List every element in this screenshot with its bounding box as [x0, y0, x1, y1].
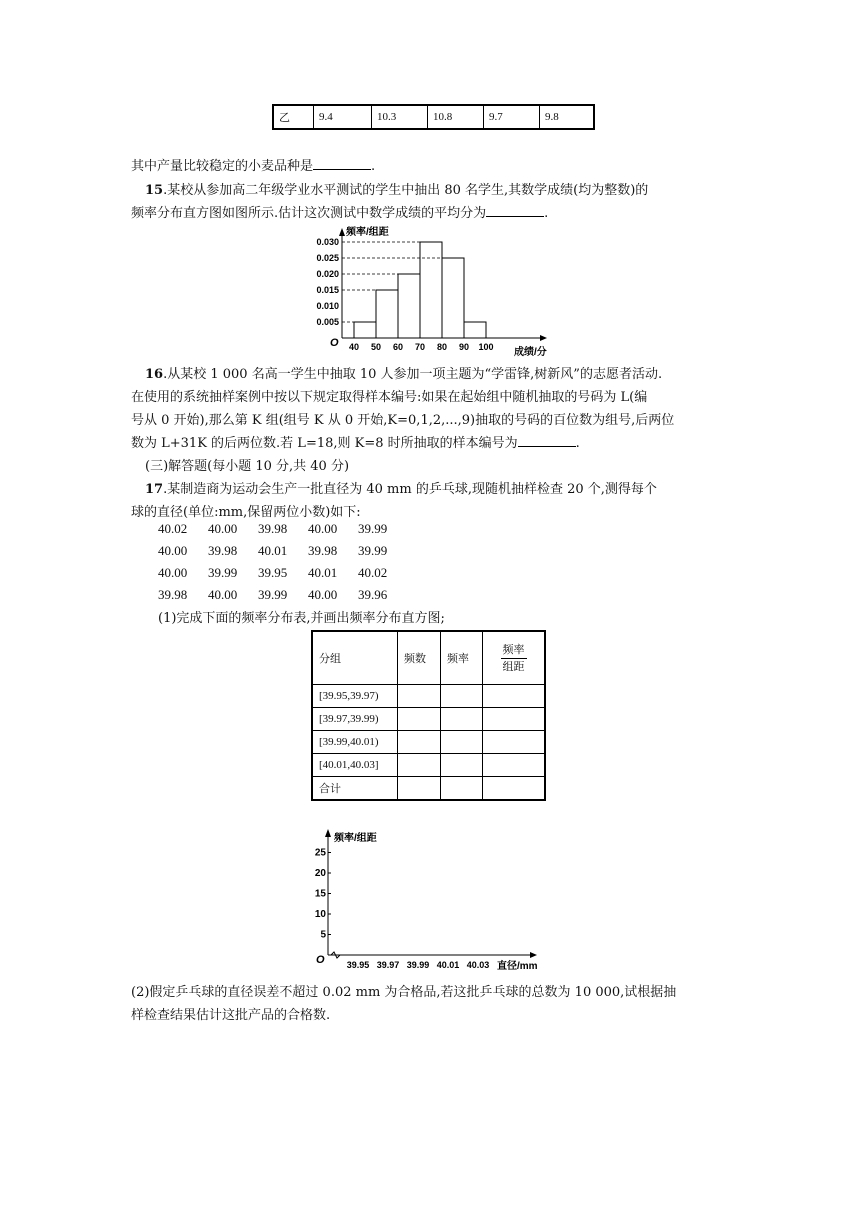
y-axis-label: 频率/组距	[334, 833, 377, 844]
answer-cell[interactable]	[441, 731, 483, 754]
x-tick-label: 50	[370, 342, 382, 352]
data-row	[158, 587, 408, 603]
fraction	[501, 642, 527, 675]
group-cell: 合计	[312, 777, 398, 801]
group-cell: [39.95,39.97)	[312, 685, 398, 708]
table-header-row	[312, 631, 545, 685]
y-tick-label: 25	[314, 847, 326, 859]
table-row	[273, 105, 594, 129]
q16-line4: 数为 L+31K 的后两位数.若 L=18,则 K=8 时所抽取的样本编号为 .	[131, 436, 580, 451]
data-value: 40.00	[158, 565, 188, 580]
data-value: 40.00	[208, 587, 238, 602]
data-value: 39.99	[358, 521, 388, 536]
data-value: 40.01	[258, 543, 288, 558]
y-tick-label: 0.025	[316, 253, 339, 263]
histogram-bar	[420, 242, 442, 338]
data-value: 40.00	[308, 521, 338, 536]
question-number: 17	[145, 482, 164, 497]
data-value: 39.99	[208, 565, 238, 580]
answer-blank[interactable]	[313, 157, 371, 170]
q17-line1	[145, 480, 657, 500]
answer-cell[interactable]	[483, 731, 546, 754]
q17-text: .某制造商为运动会生产一批直径为 40 mm 的乒乓球,现随机抽样检查 20 个,测得每个	[163, 482, 657, 497]
origin-label: O	[316, 954, 325, 966]
q16-line2: 在使用的系统抽样案例中按以下规定取得样本编号:如果在起始组中随机抽取的号码为 L(编	[131, 390, 648, 405]
y-tick-label: 15	[314, 888, 326, 900]
y-tick-label: 10	[314, 909, 326, 920]
q14-answer-line: 其中产量比较稳定的小麦品种是 .	[131, 159, 376, 174]
y-tick-label: 0.010	[316, 301, 339, 311]
q17-part1: (1)完成下面的频率分布表,并画出频率分布直方图;	[158, 611, 445, 626]
frequency-table	[311, 630, 546, 801]
data-value: 40.02	[158, 521, 188, 536]
answer-cell[interactable]	[483, 777, 546, 801]
x-tick-label: 39.99	[406, 960, 430, 970]
question-number: 16	[145, 367, 164, 382]
x-tick-label: 90	[458, 342, 470, 352]
answer-cell[interactable]	[398, 708, 441, 731]
data-value: 40.00	[308, 587, 338, 602]
data-value: 39.98	[258, 521, 288, 536]
x-tick-label: 70	[414, 342, 426, 352]
answer-cell[interactable]	[398, 685, 441, 708]
y-tick-label: 0.020	[316, 269, 339, 279]
header-cell: 频数	[398, 631, 441, 685]
yield-table	[272, 104, 595, 130]
data-value: 40.01	[308, 565, 338, 580]
table-cell: 10.8	[428, 105, 484, 129]
q15-line1	[145, 181, 648, 201]
header-cell: 分组	[312, 631, 398, 685]
data-value: 39.95	[258, 565, 288, 580]
data-value: 40.00	[158, 543, 188, 558]
answer-cell[interactable]	[398, 777, 441, 801]
data-value: 40.00	[208, 521, 238, 536]
answer-cell[interactable]	[483, 754, 546, 777]
table-cell: 10.3	[372, 105, 428, 129]
x-tick-label: 40.01	[436, 960, 460, 970]
table-row	[312, 754, 545, 777]
x-axis-arrow	[530, 952, 537, 958]
origin-label: O	[330, 337, 339, 349]
data-value: 39.99	[358, 543, 388, 558]
section-heading: (三)解答题(每小题 10 分,共 40 分)	[145, 459, 350, 474]
answer-cell[interactable]	[441, 777, 483, 801]
x-tick-label: 39.95	[346, 960, 370, 970]
diameter-histogram-axes	[300, 825, 570, 975]
y-tick-label: 0.005	[316, 317, 339, 327]
answer-cell[interactable]	[398, 754, 441, 777]
question-number: 15	[145, 183, 164, 198]
y-tick-label: 5	[320, 929, 326, 941]
answer-cell[interactable]	[441, 754, 483, 777]
x-axis-label: 成绩/分	[514, 347, 547, 358]
answer-cell[interactable]	[483, 708, 546, 731]
answer-cell[interactable]	[441, 708, 483, 731]
histogram-bar	[398, 274, 420, 338]
histogram-bar	[376, 290, 398, 338]
y-axis-arrow	[325, 829, 331, 837]
q17-line2: 球的直径(单位:mm,保留两位小数)如下:	[131, 505, 361, 520]
table-row	[312, 708, 545, 731]
q15-line2: 频率分布直方图如图所示.估计这次测试中数学成绩的平均分为 .	[131, 206, 549, 221]
answer-cell[interactable]	[441, 685, 483, 708]
table-cell: 9.7	[484, 105, 540, 129]
q17-part2-line2: 样检查结果估计这批产品的合格数.	[131, 1008, 331, 1023]
x-tick-label: 40	[348, 342, 360, 352]
table-cell: 9.4	[314, 105, 372, 129]
q17-part2-line1: (2)假定乒乓球的直径误差不超过 0.02 mm 为合格品,若这批乒乓球的总数为 10 000,试根据抽	[131, 985, 677, 1000]
x-tick-label: 100	[478, 342, 494, 352]
data-row	[158, 565, 408, 581]
answer-cell[interactable]	[398, 731, 441, 754]
fraction-numerator: 频率	[501, 642, 527, 659]
table-row	[312, 685, 545, 708]
x-axis-label: 直径/mm	[497, 961, 538, 972]
score-histogram	[300, 224, 570, 360]
x-tick-label: 40.03	[466, 960, 490, 970]
data-row	[158, 521, 408, 537]
q14-text: 其中产量比较稳定的小麦品种是	[131, 159, 314, 174]
y-tick-label: 20	[314, 868, 326, 879]
answer-blank[interactable]	[486, 204, 544, 217]
answer-blank[interactable]	[518, 434, 576, 447]
data-value: 39.98	[158, 587, 188, 602]
histogram-bar	[464, 322, 486, 338]
x-axis-arrow	[540, 335, 547, 341]
group-cell: [40.01,40.03]	[312, 754, 398, 777]
y-axis-arrow	[339, 228, 345, 236]
group-cell: [39.97,39.99)	[312, 708, 398, 731]
table-row	[312, 731, 545, 754]
header-cell: 频率	[441, 631, 483, 685]
table-row	[312, 777, 545, 801]
data-value: 39.96	[358, 587, 388, 602]
y-tick-label: 0.030	[316, 237, 339, 247]
data-row	[158, 543, 408, 559]
q16-text: .从某校 1 000 名高一学生中抽取 10 人参加一项主题为“学雷锋,树新风”的志愿者活动.	[163, 367, 663, 382]
q15-text: .某校从参加高二年级学业水平测试的学生中抽出 80 名学生,其数学成绩(均为整数)的	[163, 183, 649, 198]
data-value: 39.99	[258, 587, 288, 602]
x-tick-label: 60	[392, 342, 404, 352]
group-cell: [39.99,40.01)	[312, 731, 398, 754]
histogram-bar	[354, 322, 376, 338]
data-value: 40.02	[358, 565, 388, 580]
table-cell: 9.8	[540, 105, 595, 129]
histogram-bar	[442, 258, 464, 338]
x-tick-label: 39.97	[376, 960, 400, 970]
q16-line1	[145, 365, 662, 385]
x-tick-label: 80	[436, 342, 448, 352]
q16-text: 数为 L+31K 的后两位数.若 L=18,则 K=8 时所抽取的样本编号为	[131, 436, 518, 451]
data-value: 39.98	[308, 543, 338, 558]
data-value: 39.98	[208, 543, 238, 558]
answer-cell[interactable]	[483, 685, 546, 708]
fraction-denominator: 组距	[502, 660, 525, 673]
header-cell	[483, 631, 546, 685]
y-tick-label: 0.015	[316, 285, 339, 295]
q16-line3: 号从 0 开始),那么第 K 组(组号 K 从 0 开始,K=0,1,2,...,9)抽取的号码的百位数为组号,后两位	[131, 413, 675, 428]
y-axis-label: 频率/组距	[346, 227, 389, 238]
q15-text: 频率分布直方图如图所示.估计这次测试中数学成绩的平均分为	[131, 206, 487, 221]
table-cell: 乙	[273, 105, 314, 129]
